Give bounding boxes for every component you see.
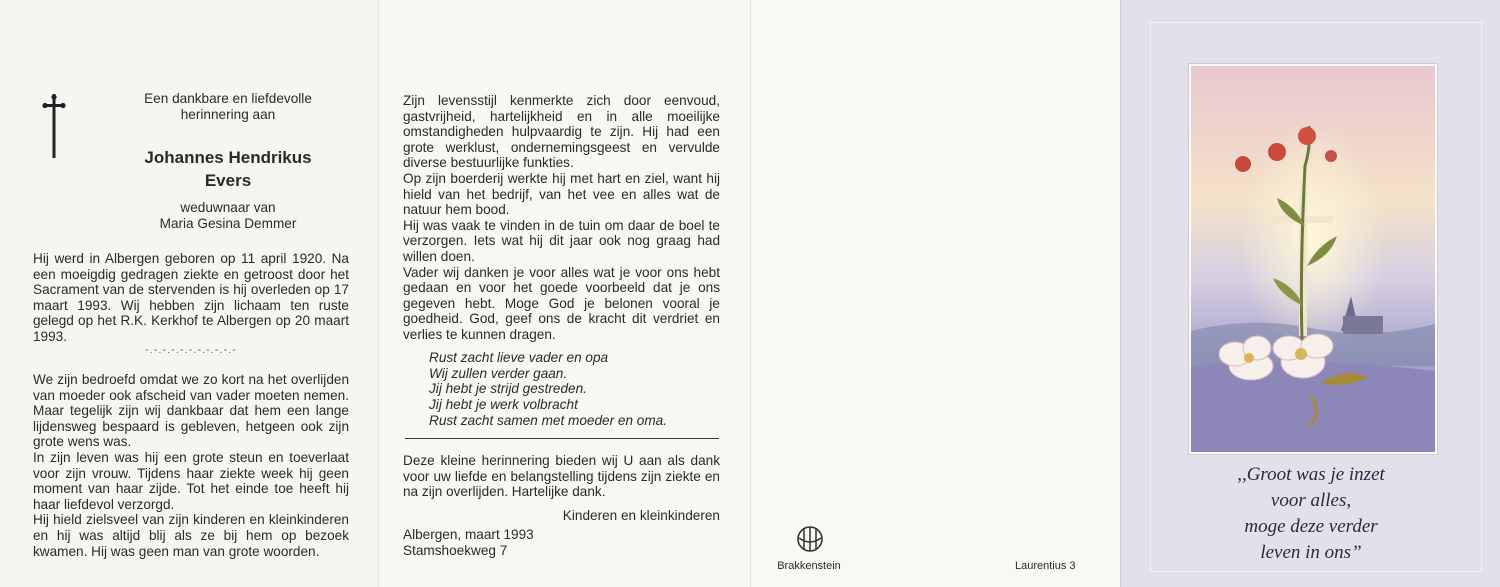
thanks-paragraph: Deze kleine herinnering bieden wij U aan als dank voor uw liefde en belangstelling tijdens zijn ziekte en na zijn overlijden. Hartelijke dank. — [403, 453, 720, 500]
series-number: Laurentius 3 — [1015, 560, 1076, 572]
life-paragraph-1: Zijn levensstijl kenmerkte zich door eenvoud, gastvrijheid, hartelijkheid en in alle moeilijke omstandigheden hulpvaardig te zijn. Hij had een grote werklust, ondernemingsgeest en vervulde diverse bestuurlijke funkties. — [403, 93, 720, 171]
poem-line: Jij hebt je werk volbracht — [429, 397, 578, 413]
divider — [405, 438, 719, 439]
poem-line: Wij zullen verder gaan. — [429, 365, 568, 381]
quote-line: voor alles, — [1270, 490, 1352, 511]
middle-panel — [378, 0, 751, 587]
deceased-name — [118, 146, 338, 192]
memory-paragraph-1: We zijn bedroefd omdat we zo kort na het overlijden van moeder ook afscheid van vader moeten nemen. Maar tegelijk zijn wij dankbaar dat hem een lange lijdensweg bespaard is gebleven, hetgeen ook zijn grote wens was. — [33, 372, 349, 450]
publisher-name: Brakkenstein — [777, 560, 841, 572]
place-date: Albergen, maart 1993 — [403, 527, 534, 542]
separator: -.-.-.-.-.-.-.-.-.-.- — [145, 344, 237, 356]
cross-icon — [42, 94, 66, 158]
quote-line: moge deze verder — [1244, 516, 1378, 537]
intro-text — [118, 91, 338, 122]
biography-paragraph: Hij werd in Albergen geboren op 11 april 1920. Na een moeigdig gedragen ziekte en getroost door het Sacrament van de stervenden is hij overleden op 17 maart 1993. Wij hebben zijn lichaam ten ruste gelegd op het R.K. Kerkhof te Albergen op 20 maart 1993. — [33, 251, 349, 344]
signature: Kinderen en kleinkinderen — [562, 508, 720, 523]
life-paragraph-3: Hij was vaak te vinden in de tuin om daar de boel te verzorgen. Iets wat hij dit jaar ook nog graag had willen doen. — [403, 217, 720, 264]
widower-text — [118, 200, 338, 231]
left-panel — [0, 0, 378, 587]
life-text — [403, 93, 720, 343]
front-panel — [1120, 0, 1500, 587]
poem — [429, 350, 729, 429]
widower-line-1: weduwnaar van — [180, 200, 276, 215]
widower-line-2: Maria Gesina Demmer — [159, 215, 297, 231]
memory-paragraph-2: In zijn leven was hij een grote steun en toeverlaat voor zijn vrouw. Tijdens haar ziekte week hij geen moment van haar zijde. Tot het einde toe heeft hij haar liefdevol verzorgd. — [33, 449, 349, 512]
place-and-address — [403, 527, 720, 558]
poem-line: Rust zacht samen met moeder en oma. — [429, 412, 667, 428]
flower-cross-painting-icon — [1189, 64, 1437, 454]
life-paragraph-4: Vader wij danken je voor alles wat je voor ons hebt gedaan en voor het goede voorbeeld dat je ons gegeven hebt. Moge God je belonen vooral je goedheid. God, geef ons de kracht dit verdriet en verlies te kunnen dragen. — [403, 264, 720, 342]
quote-text — [1189, 462, 1433, 566]
name-line-2: Evers — [204, 171, 252, 190]
intro-line-2: herinnering aan — [180, 106, 276, 122]
life-paragraph-2: Op zijn boerderij werkte hij met hart en ziel, want hij hield van het bedrijf, van het vee en alles wat de natuur hem bood. — [403, 170, 720, 218]
quote-line: ,,Groot was je inzet — [1237, 464, 1385, 485]
name-line-1: Johannes Hendrikus — [144, 148, 312, 167]
intro-line-1: Een dankbare en liefdevolle — [144, 91, 312, 106]
address: Stamshoekweg 7 — [403, 542, 508, 558]
poem-line: Jij hebt je strijd gestreden. — [429, 381, 587, 397]
quote-line: leven in ons” — [1260, 542, 1362, 563]
memory-paragraph-3: Hij hield zielsveel van zijn kinderen en kleinkinderen en hij was altijd blij als ze bij hem op bezoek kwamen. Hij was geen man van grote woorden. — [33, 512, 349, 559]
poem-line: Rust zacht lieve vader en opa — [429, 350, 609, 365]
brakkenstein-logo-icon — [791, 524, 829, 554]
memory-text — [33, 372, 349, 559]
blank-panel — [750, 0, 1121, 587]
